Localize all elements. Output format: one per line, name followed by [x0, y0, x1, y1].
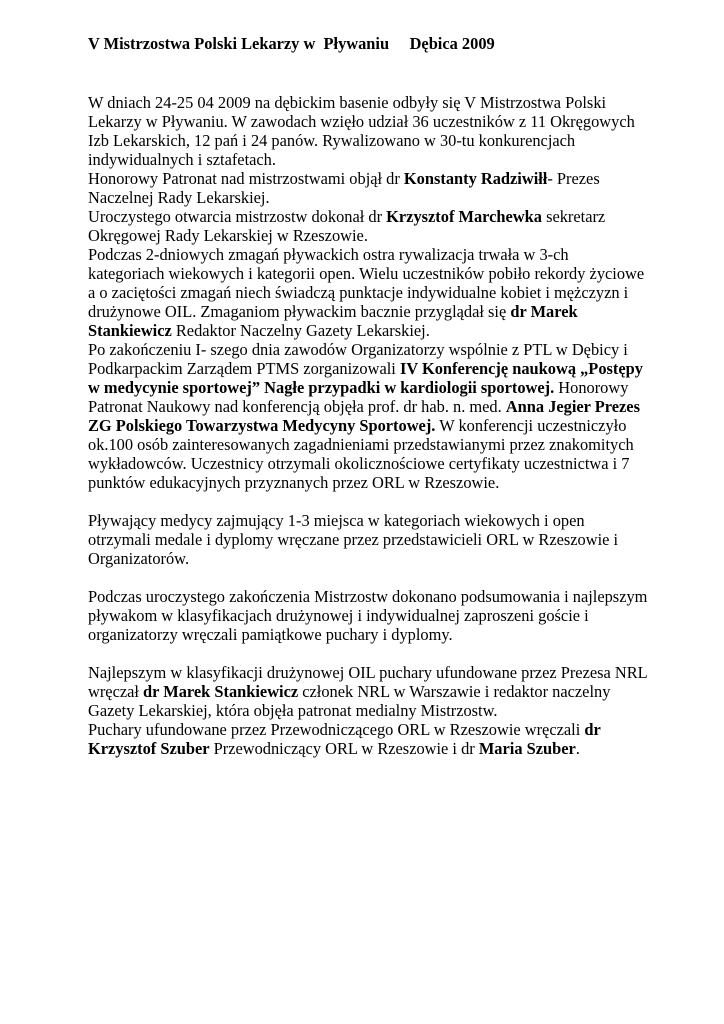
- bold-name: dr Krzysztof Szuber: [88, 720, 601, 758]
- paragraph-closing: Podczas uroczystego zakończenia Mistrzostw dokonano podsumowania i najlepszym pływakom w klasyfikacjach drużynowej i indywidualnej zaproszeni goście i organizatorzy wręczali pamiątkowe puchary i dyplomy.: [88, 587, 648, 644]
- paragraph-gap: [88, 644, 648, 663]
- document-body: [88, 93, 648, 758]
- bold-text: IV Konferencję naukową „Postępy w medycynie sportowej” Nagłe przypadki w kardiologii sportowej.: [88, 359, 643, 397]
- text-span: Honorowy Patronat nad mistrzostwami objął dr: [88, 169, 404, 188]
- text-span: W konferencji uczestniczyło ok.100 osób zainteresowanych zagadnieniami przedstawianymi przez znakomitych wykładowców. Uczestnicy otrzymali okolicznościowe certyfikaty uczestnictwa i 7 punktów edukacyjnych przyznanych przez ORL w Rzeszowie.: [88, 416, 634, 492]
- paragraph-intro: [88, 93, 648, 492]
- paragraph-gap: [88, 492, 648, 511]
- paragraph-gap: [88, 568, 648, 587]
- text-span: W dniach 24-25 04 2009 na dębickim basenie odbyły się V Mistrzostwa Polski Lekarzy w Pływaniu. W zawodach wzięło udział 36 uczestników z 11 Okręgowych Izb Lekarskich, 12 pań i 24 panów. Rywalizowano w 30-tu konkurencjach indywidualnych i sztafetach.: [88, 93, 635, 169]
- document-title: V Mistrzostwa Polski Lekarzy w Pływaniu Dębica 2009: [88, 34, 495, 53]
- text-span: Puchary ufundowane przez Przewodniczącego ORL w Rzeszowie wręczali: [88, 720, 585, 739]
- text-span: sekretarz Okręgowej Rady Lekarskiej w Rzeszowie.: [88, 207, 606, 245]
- text-span: - Prezes Naczelnej Rady Lekarskiej.: [88, 169, 600, 207]
- text-span: członek NRL w Warszawie i redaktor naczelny Gazety Lekarskiej, która objęła patronat medialny Mistrzostw.: [88, 682, 611, 720]
- bold-name: Krzysztof Marchewka: [386, 207, 542, 226]
- bold-name: Maria Szuber: [478, 739, 576, 758]
- paragraph-medals: Pływający medycy zajmujący 1-3 miejsca w kategoriach wiekowych i open otrzymali medale i dyplomy wręczane przez przedstawicieli ORL w Rzeszowie i Organizatorów.: [88, 511, 619, 568]
- text-span: Honorowy Patronat Naukowy nad konferencją objęła prof. dr hab. n. med.: [88, 378, 629, 416]
- paragraph-trophies: [88, 663, 648, 758]
- bold-name: Konstanty Radziwiłł: [403, 169, 548, 188]
- bold-name: Anna Jegier Prezes ZG Polskiego Towarzystwa Medycyny Sportowej.: [88, 397, 640, 435]
- text-span: .: [575, 739, 580, 758]
- text-span: Podczas 2-dniowych zmagań pływackich ostra rywalizacja trwała w 3-ch kategoriach wiekowych i kategorii open. Wielu uczestników pobiło rekordy życiowe a o zaciętości zmagań niech świadczą punktacje indywidualne kobiet i mężczyzn i drużynowe OIL. Zmaganiom pływackim bacznie przyglądał się: [88, 245, 645, 321]
- text-span: Uroczystego otwarcia mistrzostw dokonał dr: [88, 207, 387, 226]
- bold-name: dr Marek Stankiewicz: [88, 302, 578, 340]
- bold-name: dr Marek Stankiewicz: [143, 682, 299, 701]
- text-span: Przewodniczący ORL w Rzeszowie i dr: [209, 739, 479, 758]
- text-span: Najlepszym w klasyfikacji drużynowej OIL puchary ufundowane przez Prezesa NRL wręczał: [88, 663, 648, 701]
- text-span: Po zakończeniu I- szego dnia zawodów Organizatorzy wspólnie z PTL w Dębicy i Podkarpackim Zarządem PTMS zorganizowali: [88, 340, 628, 378]
- text-span: Redaktor Naczelny Gazety Lekarskiej.: [171, 321, 430, 340]
